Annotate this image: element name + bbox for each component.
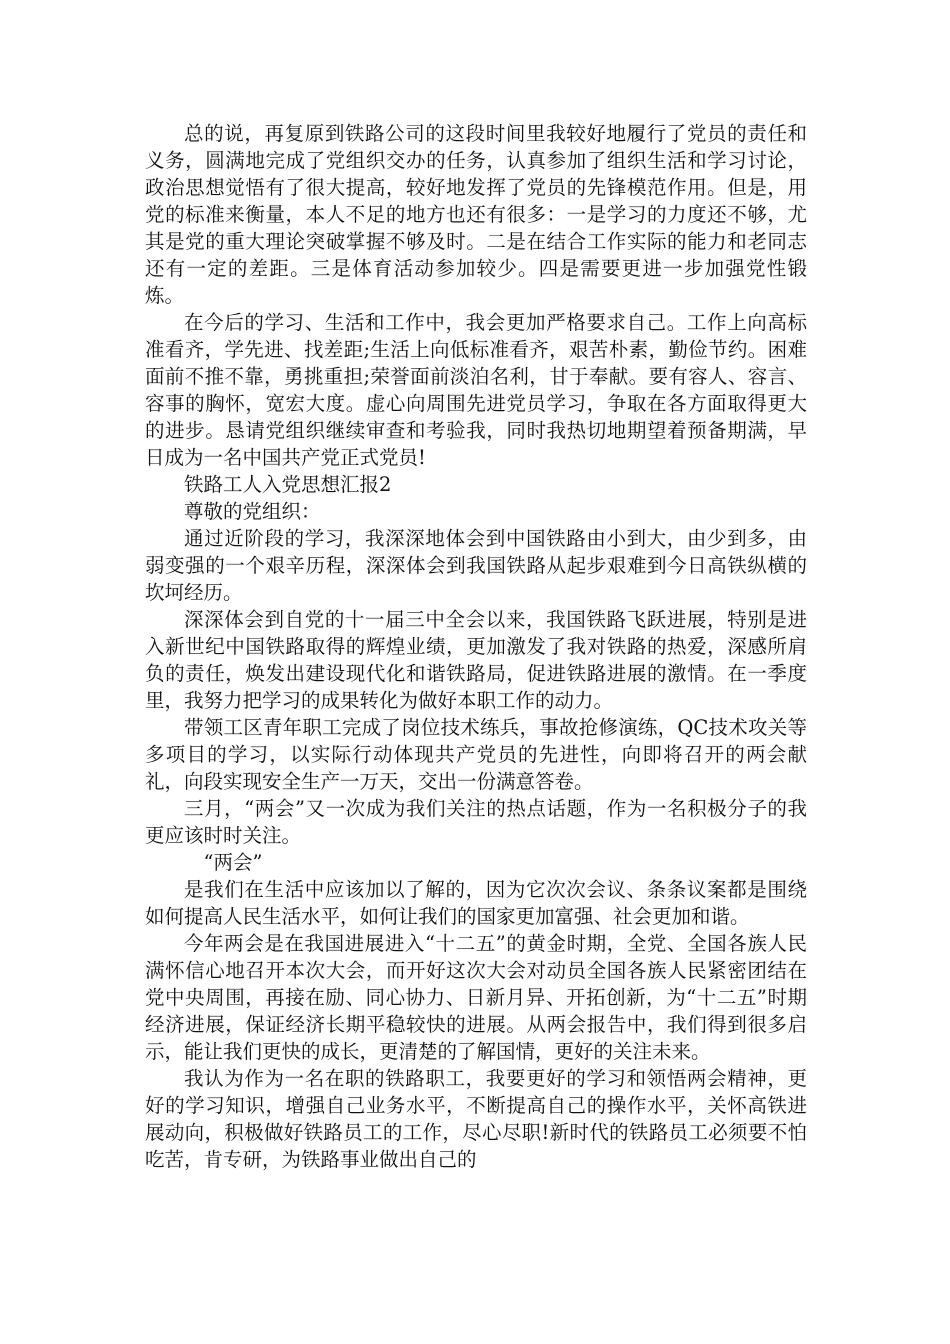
paragraph-railway-progress: 深深体会到自党的十一届三中全会以来，我国铁路飞跃进展，特别是进入新世纪中国铁路取得的辉煌业绩，更加激发了我对铁路的热爱，深感所肩负的责任，焕发出建设现代化和谐铁路局，促进铁路进展的激情。在一季度里，我努力把学习的成果转化为做好本职工作的动力。: [145, 608, 807, 712]
salutation: 尊敬的党组织：: [184, 500, 321, 523]
paragraph-railway-worker-duty: 我认为作为一名在职的铁路职工，我要更好的学习和领悟两会精神，更好的学习知识，增强自己业务水平，不断提高自己的操作水平，关怀高铁进展动向，积极做好铁路员工的工作，尽心尽职!新时代的铁路员工必须要不怕吃苦，肯专研，为铁路事业做出自己的: [145, 1067, 807, 1171]
two-sessions-quote: “两会”: [203, 851, 263, 874]
paragraph-team-training: 带领工区青年职工完成了岗位技术练兵，事故抢修演练，QC技术攻关等多项目的学习，以实际行动体现共产党员的先进性，向即将召开的两会献礼，向段实现安全生产一万天，交出一份满意答卷。: [145, 716, 807, 793]
paragraph-railway-history: 通过近阶段的学习，我深深地体会到中国铁路由小到大，由少到多，由弱变强的一个艰辛历程，深深体会到我国铁路从起步艰难到今日高铁纵横的坎坷经历。: [145, 527, 807, 604]
paragraph-future-plan: 在今后的学习、生活和工作中，我会更加严格要求自己。工作上向高标准看齐，学先进、找差距;生活上向低标准看齐，艰苦朴素，勤俭节约。困难面前不推不靠，勇挑重担;荣誉面前淡泊名利，甘于奉献。要有容人、容言、容事的胸怀，宽宏大度。虚心向周围先进党员学习，争取在各方面取得更大的进步。恳请党组织继续审查和考验我，同时我热切地期望着预备期满，早日成为一名中国共产党正式党员!: [145, 311, 807, 469]
report-heading: 铁路工人入党思想汇报2: [184, 473, 392, 496]
paragraph-two-sessions-period: 今年两会是在我国进展进入“十二五”的黄金时期，全党、全国各族人民满怀信心地召开本次大会，而开好这次大会对动员全国各族人民紧密团结在党中央周围，再接在励、同心协力、日新月异、开拓创新，为“十二五”时期经济进展，保证经济长期平稳较快的进展。从两会报告中，我们得到很多启示，能让我们更快的成长，更清楚的了解国情，更好的关注未来。: [145, 932, 807, 1063]
document-page: [145, 120, 807, 1173]
paragraph-summary: 总的说，再复原到铁路公司的这段时间里我较好地履行了党员的责任和义务，圆满地完成了党组织交办的任务，认真参加了组织生活和学习讨论，政治思想觉悟有了很大提高，较好地发挥了党员的先锋模范作用。但是，用党的标准来衡量，本人不足的地方也还有很多：一是学习的力度还不够，尤其是党的重大理论突破掌握不够及时。二是在结合工作实际的能力和老同志还有一定的差距。三是体育活动参加较少。四是需要更进一步加强党性锻炼。: [145, 122, 807, 307]
paragraph-two-sessions-meaning: 是我们在生活中应该加以了解的，因为它次次会议、条条议案都是围绕如何提高人民生活水平，如何让我们的国家更加富强、社会更加和谐。: [145, 878, 807, 928]
paragraph-two-sessions-intro: 三月，“两会”又一次成为我们关注的热点话题，作为一名积极分子的我更应该时时关注。: [145, 797, 807, 847]
